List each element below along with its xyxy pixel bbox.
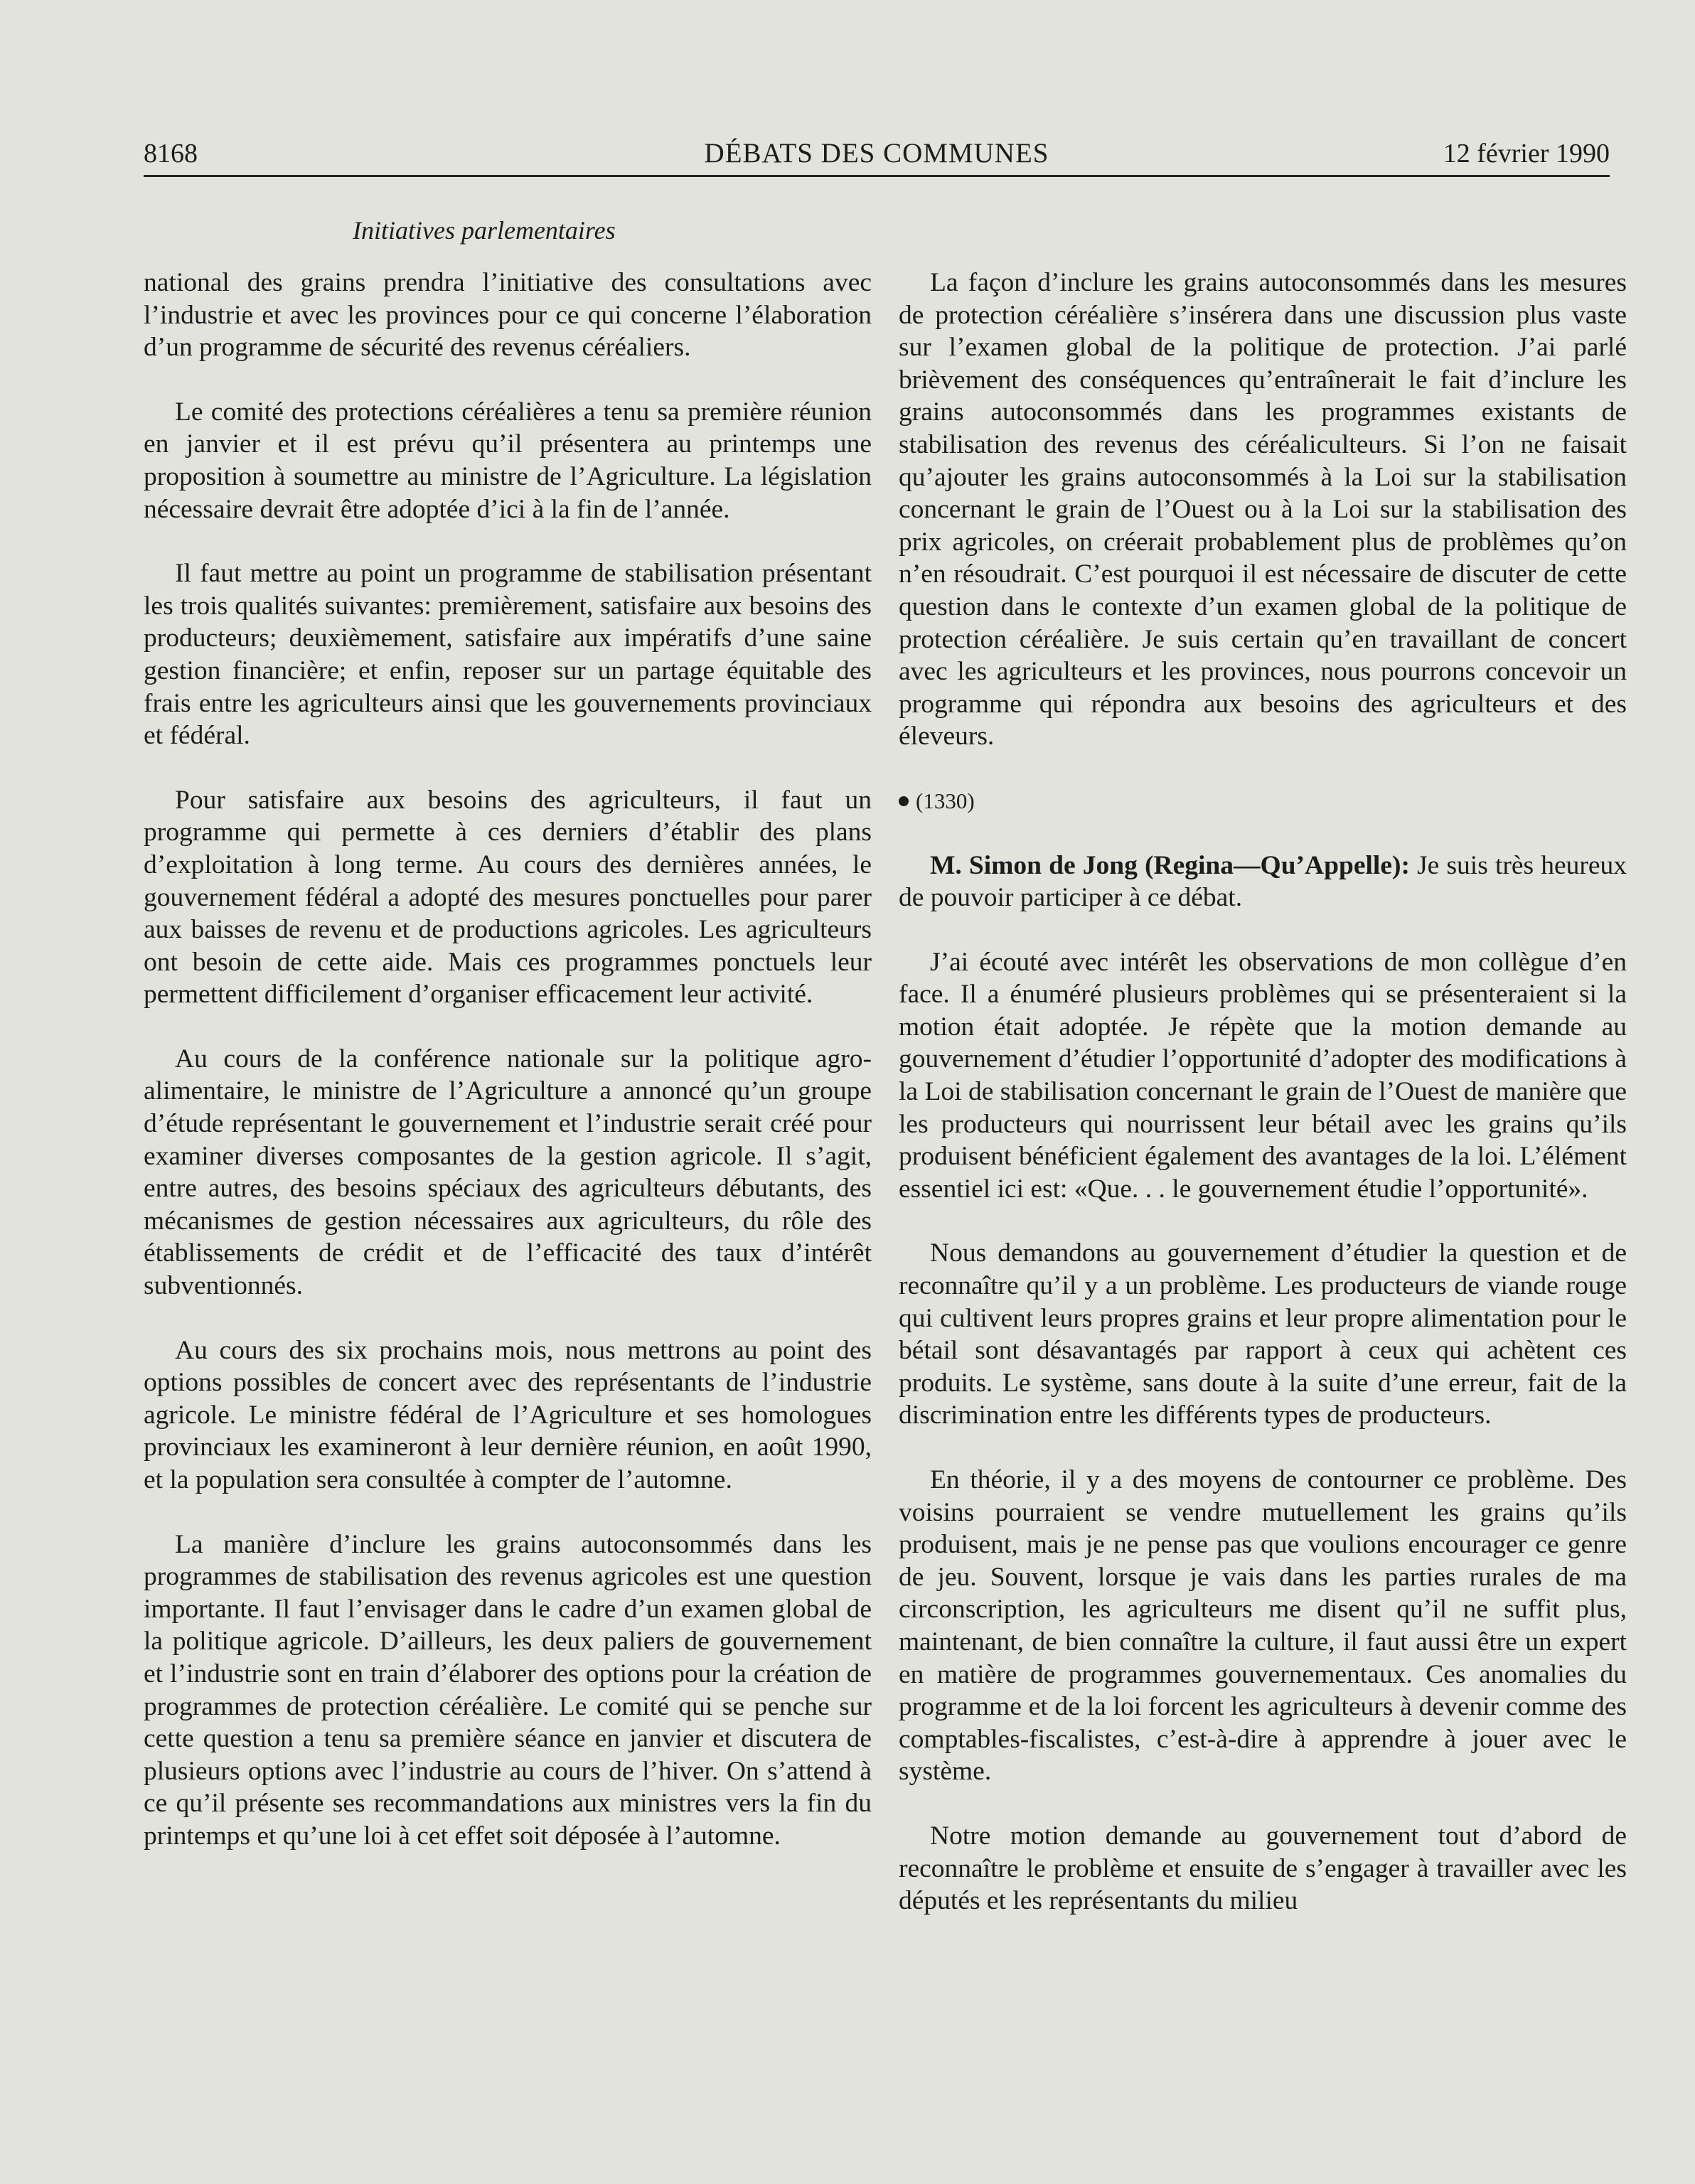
section-title: Initiatives parlementaires [353, 216, 616, 245]
paragraph: national des grains prendra l’initiative des consultations avec l’industrie et avec les provinces pour ce qui concerne l’élaboration d’un programme de sécurité des revenus céréaliers. [144, 268, 872, 363]
left-column [144, 267, 872, 1853]
time-marker-text: (1330) [916, 788, 975, 813]
speaker-text: Je suis très heureux de pouvoir participer à ce débat. [899, 850, 1627, 913]
publication-title: DÉBATS DES COMMUNES [704, 138, 1049, 168]
time-marker [899, 785, 1627, 818]
paragraph: J’ai écouté avec intérêt les observations de mon collègue d’en face. Il a énuméré plusieurs problèmes qui se présenteraient si la motion était adoptée. Je répète que la motion demande au gouvernement d’étudier l’opportunité d’adopter des modifications à la Loi de stabilisation concernant le grain de l’Ouest de manière que les producteurs qui nourrissent leur bétail avec les grains qu’ils produisent bénéficient également des avantages de la loi. L’élément essentiel ici est: «Que. . . le gouvernement étudie l’opportunité». [899, 947, 1627, 1204]
paragraph: Au cours de la conférence nationale sur la politique agro-alimentaire, le ministre de l’Agriculture a annoncé qu’un groupe d’étude représentant le gouvernement et l’industrie serait créé pour examiner diverses composantes de la gestion agricole. Il s’agit, entre autres, des besoins spéciaux des agriculteurs débutants, des mécanismes de gestion nécessaires aux agriculteurs, du rôle des établissements de crédit et de l’efficacité des taux d’intérêt subventionnés. [144, 1044, 872, 1301]
speaker-paragraph [899, 850, 1627, 914]
page-number: 8168 [144, 139, 198, 168]
paragraph: En théorie, il y a des moyens de contourner ce problème. Des voisins pourraient se vendre mutuellement les grains qu’ils produisent, mais je ne pense pas que voulions encourager ce genre de jeu. Souvent, lorsque je vais dans les parties rurales de ma circonscription, les agriculteurs me disent qu’il ne suffit plus, maintenant, de bien connaître la culture, il faut aussi être un expert en matière de programmes gouvernementaux. Ces anomalies du programme et de la loi forcent les agriculteurs à devenir comme des comptables-fiscalistes, c’est-à-dire à apprendre à jouer avec le système. [899, 1465, 1627, 1787]
paragraph: Nous demandons au gouvernement d’étudier la question et de reconnaître qu’il y a un problème. Les producteurs de viande rouge qui cultivent leurs propres grains et leur propre alimentation pour le bétail sont désavantagés par rapport à ceux qui achètent ces produits. Le système, sans doute à la suite d’une erreur, fait de la discrimination entre les différents types de producteurs. [899, 1238, 1627, 1430]
paragraph: La manière d’inclure les grains autoconsommés dans les programmes de stabilisation des revenus agricoles est une question importante. Il faut l’envisager dans le cadre d’un examen global de la politique agricole. D’ailleurs, les deux paliers de gouvernement et l’industrie sont en train d’élaborer des options pour la création de programmes de protection céréalière. Le comité qui se penche sur cette question a tenu sa première séance en janvier et discutera de plusieurs options avec l’industrie au cours de l’hiver. On s’attend à ce qu’il présente ses recommandations aux ministres vers la fin du printemps et qu’une loi à cet effet soit déposée à l’automne. [144, 1529, 872, 1851]
right-column [899, 267, 1627, 1917]
paragraph: La façon d’inclure les grains autoconsommés dans les mesures de protection céréalière s’insérera dans une discussion plus vaste sur l’examen global de la politique de protection. J’ai parlé brièvement des conséquences qu’entraînerait le fait d’inclure les grains autoconsommés dans les programmes existants de stabilisation des revenus des céréaliculteurs. Si l’on ne faisait qu’ajouter les grains autoconsommés à la Loi sur la stabilisation concernant le grain de l’Ouest ou à la Loi sur la stabilisation des prix agricoles, on créerait probablement plus de problèmes qu’on n’en résoudrait. C’est pourquoi il est nécessaire de discuter de cette question dans le contexte d’un examen global de la politique de protection céréalière. Je suis certain qu’en travaillant de concert avec les agriculteurs et les provinces, nous pourrons concevoir un programme qui répondra aux besoins des agriculteurs et des éleveurs. [899, 268, 1627, 751]
paragraph: Pour satisfaire aux besoins des agriculteurs, il faut un programme qui permette à ces derniers d’établir des plans d’exploitation à long terme. Au cours des dernières années, le gouvernement fédéral a adopté des mesures ponctuelles pour parer aux baisses de revenu et de productions agricoles. Les agriculteurs ont besoin de cette aide. Mais ces programmes ponctuels leur permettent difficilement d’organiser efficacement leur activité. [144, 785, 872, 1010]
paragraph: Notre motion demande au gouvernement tout d’abord de reconnaître le problème et ensuite de s’engager à travailler avec les députés et les représentants du milieu [899, 1821, 1627, 1916]
paragraph: Il faut mettre au point un programme de stabilisation présentant les trois qualités suivantes: premièrement, satisfaire aux besoins des producteurs; deuxièmement, satisfaire aux impératifs d’une saine gestion financière; et enfin, reposer sur un partage équitable des frais entre les agriculteurs ainsi que les gouvernements provinciaux et fédéral. [144, 559, 872, 751]
paragraph: Le comité des protections céréalières a tenu sa première réunion en janvier et il est prévu qu’il présentera au printemps une proposition à soumettre au ministre de l’Agriculture. La législation nécessaire devrait être adoptée d’ici à la fin de l’année. [144, 397, 872, 524]
bullet-icon [899, 796, 909, 806]
running-header [144, 135, 1610, 177]
issue-date: 12 février 1990 [1443, 139, 1610, 168]
paragraph: Au cours des six prochains mois, nous mettrons au point des options possibles de concert avec des représentants de l’industrie agricole. Le ministre fédéral de l’Agriculture et ses homologues provinciaux les examineront à leur dernière réunion, en août 1990, et la population sera consultée à compter de l’automne. [144, 1335, 872, 1494]
speaker-name: M. Simon de Jong (Regina—Qu’Appelle): [930, 850, 1410, 880]
